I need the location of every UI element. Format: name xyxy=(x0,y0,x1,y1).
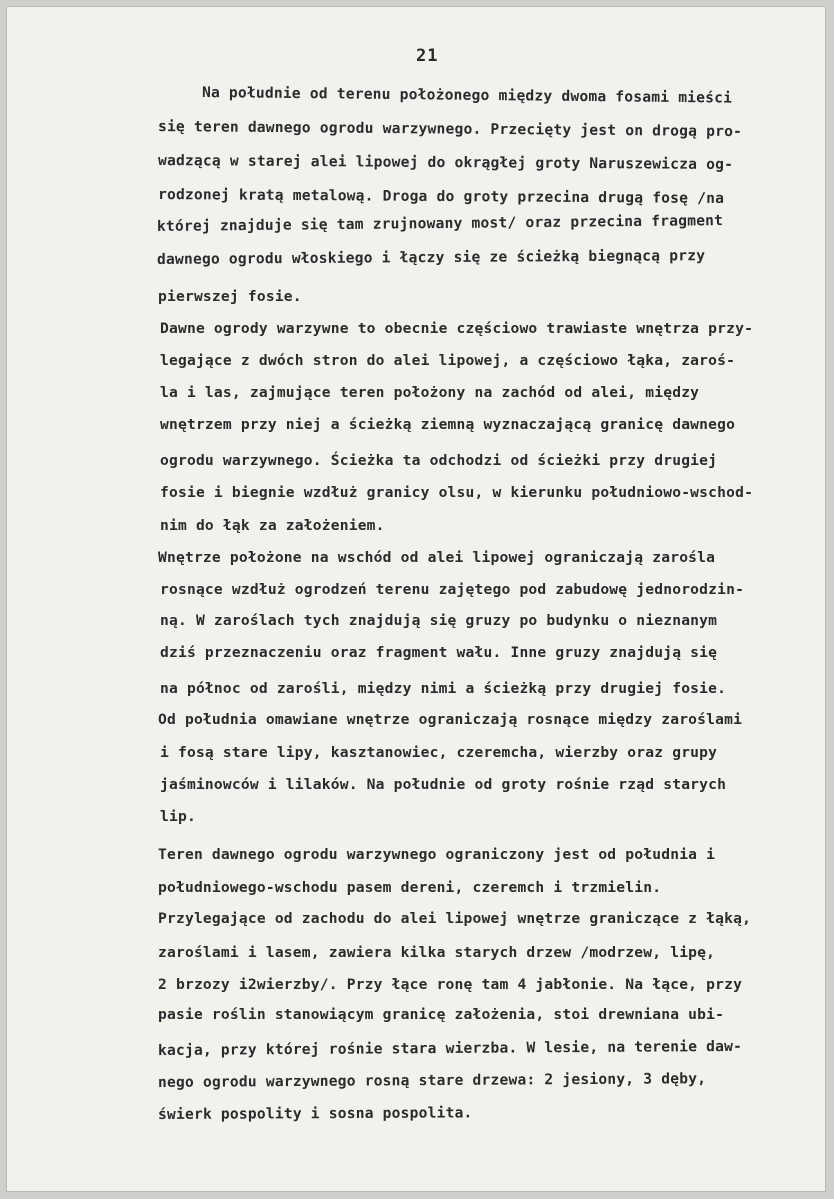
text-line: kacja, przy której rośnie stara wierzba. W lesie, na terenie daw- xyxy=(157,1037,743,1059)
text-line: 2 brzozy i2wierzby/. Przy łące ronę tam 4 jabłonie. Na łące, przy xyxy=(158,976,743,993)
text-line: Wnętrze położone na wschód od alei lipowej ograniczają zarośla xyxy=(158,549,716,566)
text-line: Teren dawnego ogrodu warzywnego ograniczony jest od południa i xyxy=(158,846,716,863)
page-number: 21 xyxy=(416,46,439,66)
text-line: południowego-wschodu pasem dereni, czeremch i trzmielin. xyxy=(158,879,662,896)
text-line: nim do łąk za założeniem. xyxy=(160,517,385,534)
text-line: której znajduje się tam zrujnowany most/ oraz przecina fragment xyxy=(156,212,724,235)
text-line: świerk pospolity i sosna pospolita. xyxy=(157,1104,473,1123)
text-line: rodzonej kratą metalową. Droga do groty przecina drugą fosę /na xyxy=(157,186,725,207)
text-line: dziś przeznaczeniu oraz fragment wału. Inne gruzy znajdują się xyxy=(160,644,718,661)
text-line: rosnące wzdłuż ogrodzeń terenu zajętego pod zabudowę jednorodzin- xyxy=(160,581,745,598)
text-line: pierwszej fosie. xyxy=(158,288,302,305)
text-line: ogrodu warzywnego. Ścieżka ta odchodzi od ścieżki przy drugiej xyxy=(160,452,718,469)
text-line: lip. xyxy=(160,808,196,825)
typewritten-page xyxy=(6,6,826,1192)
text-line: wnętrzem przy niej a ścieżką ziemną wyznaczającą granicę dawnego xyxy=(160,416,736,433)
text-line: pasie roślin stanowiącym granicę założenia, stoi drewniana ubi- xyxy=(158,1006,725,1023)
text-line: fosie i biegnie wzdłuż granicy olsu, w kierunku południowo-wschod- xyxy=(160,484,754,501)
text-line: i fosą stare lipy, kasztanowiec, czeremcha, wierzby oraz grupy xyxy=(160,744,718,761)
text-line: zaroślami i lasem, zawiera kilka starych drzew /modrzew, lipę, xyxy=(158,944,716,961)
text-line: Dawne ogrody warzywne to obecnie częściowo trawiaste wnętrza przy- xyxy=(160,320,754,337)
text-line: Od południa omawiane wnętrze ograniczają rosnące między zaroślami xyxy=(158,711,743,728)
text-line: ną. W zaroślach tych znajdują się gruzy po budynku o nieznanym xyxy=(160,612,718,629)
text-line: nego ogrodu warzywnego rosną stare drzewa: 2 jesiony, 3 dęby, xyxy=(157,1070,707,1091)
text-line: się teren dawnego ogrodu warzywnego. Przecięty jest on drogą pro- xyxy=(157,118,743,141)
text-line: wadzącą w starej alei lipowej do okrągłej groty Naruszewicza og- xyxy=(157,152,734,174)
text-line: Przylegające od zachodu do alei lipowej wnętrze graniczące z łąką, xyxy=(158,910,752,927)
text-line: legające z dwóch stron do alei lipowej, a częściowo łąka, zaroś- xyxy=(160,352,736,369)
text-line: Na południe od terenu położonego między dwoma fosami mieści xyxy=(201,84,733,107)
body-text xyxy=(6,6,826,1192)
text-line: dawnego ogrodu włoskiego i łączy się ze ścieżką biegnącą przy xyxy=(156,247,706,268)
text-line: la i las, zajmujące teren położony na zachód od alei, między xyxy=(160,384,700,401)
text-line: na północ od zarośli, między nimi a ścieżką przy drugiej fosie. xyxy=(160,680,727,697)
text-line: jaśminowców i lilaków. Na południe od groty rośnie rząd starych xyxy=(160,776,727,793)
